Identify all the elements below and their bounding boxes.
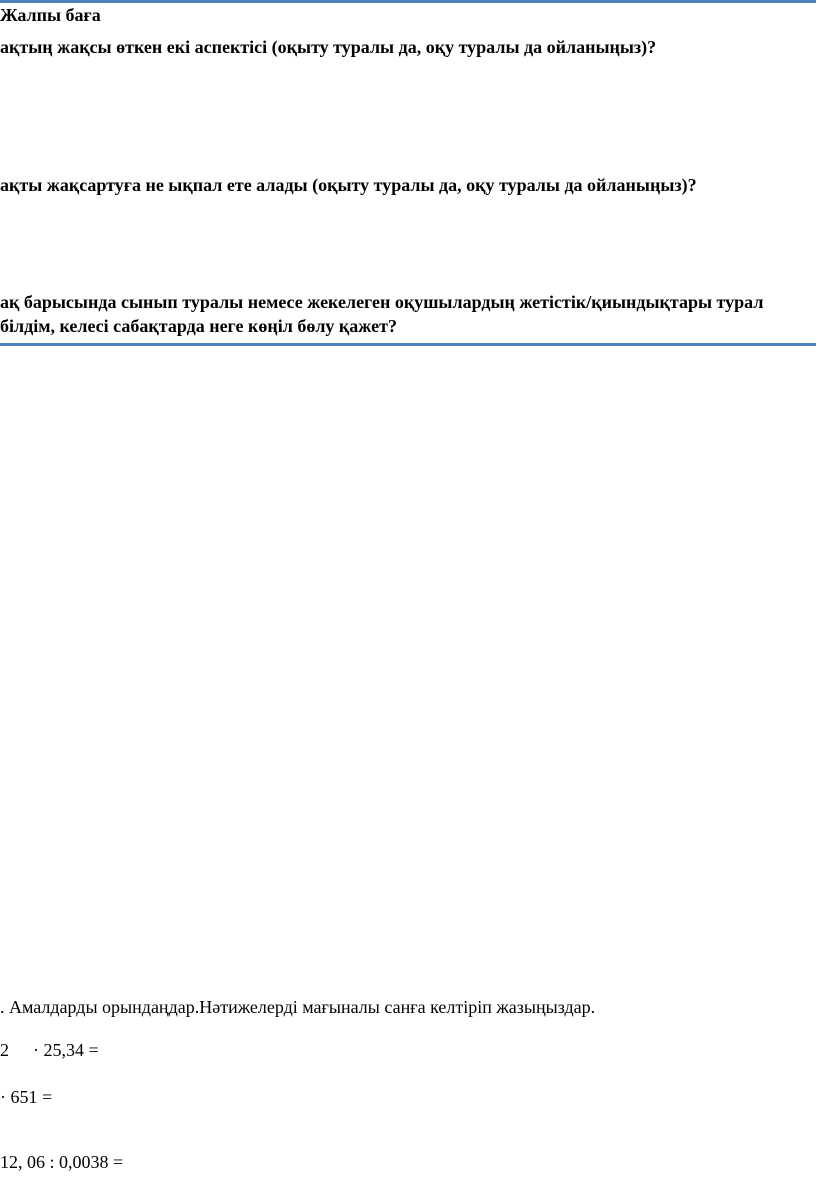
exercise-item-1-expression: · 25,34 = [33,1040,99,1060]
reflection-question-2: ақты жақсартуға не ықпал ете алады (оқыту туралы да, оқу туралы да ойланыңыз)? [0,175,697,195]
exercise-item-3: 12, 06 : 0,0038 = [0,1152,124,1172]
reflection-question-3-line-1: ақ барысында сынып туралы немесе жекелеген оқушылардың жетістік/қиындықтары турал [0,292,764,312]
exercise-instruction: . Амалдарды орындаңдар.Нәтижелерді мағыналы санға келтіріп жазыңыздар. [0,997,596,1017]
reflection-question-3-line-2: білдім, келесі сабақтарда неге көңіл бөлу қажет? [0,316,397,336]
table-bottom-border [0,343,816,346]
reflection-heading: Жалпы баға [0,5,101,25]
reflection-question-1: ақтың жақсы өткен екі аспектісі (оқыту туралы да, оқу туралы да ойланыңыз)? [0,37,657,57]
exercise-item-2: · 651 = [0,1087,53,1107]
exercise-item-1 [0,1039,99,1061]
table-top-border [0,0,816,3]
exercise-item-1-prefix: 2 [0,1040,9,1060]
